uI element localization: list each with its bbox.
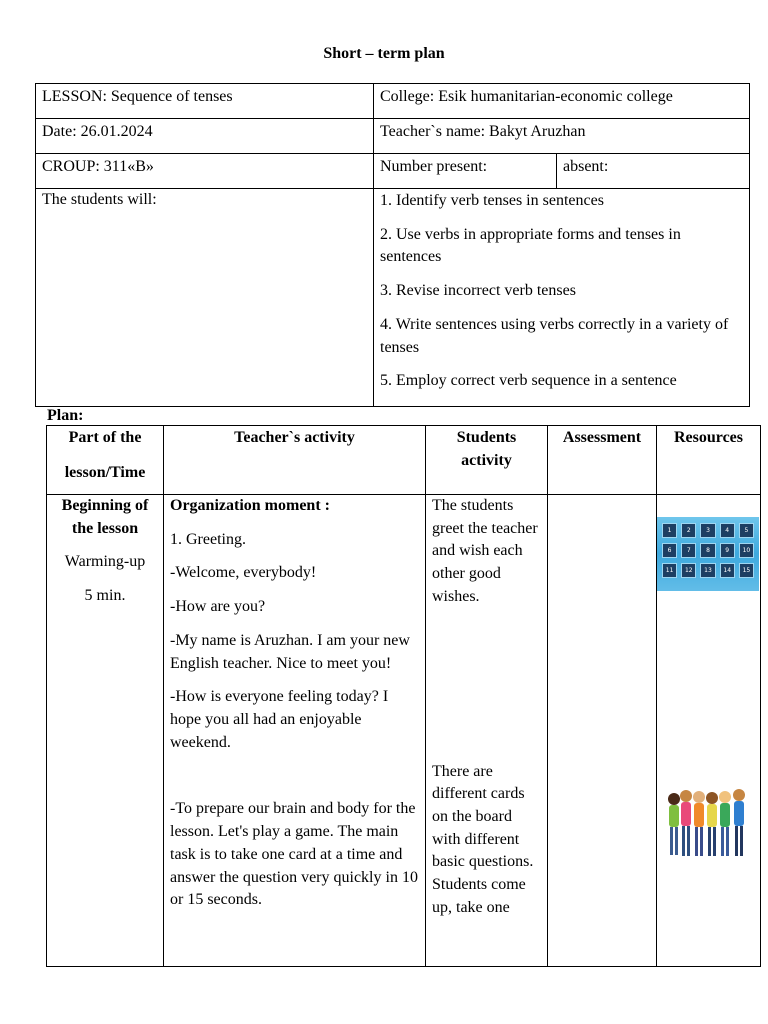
- objective-item: 4. Write sentences using verbs correctly in a variety of tenses: [380, 315, 729, 356]
- child-figure: [693, 791, 705, 856]
- number-card: 8: [700, 543, 715, 558]
- document-title: Short – term plan: [323, 45, 445, 62]
- teacher-line: -My name is Aruzhan. I am your new English teacher. Nice to meet you!: [170, 631, 410, 672]
- header-assessment: [548, 426, 657, 495]
- child-figure: [733, 789, 745, 856]
- lesson-text: LESSON: Sequence of tenses: [42, 88, 233, 105]
- header-part-line2: lesson/Time: [64, 463, 146, 481]
- number-card: 11: [662, 563, 677, 578]
- group-cell: [36, 154, 374, 189]
- header-assessment-text: Assessment: [562, 429, 642, 446]
- teacher-name-text: Teacher`s name: Bakyt Aruzhan: [380, 123, 586, 140]
- lesson-info-table: [35, 83, 750, 407]
- absent-cell: [557, 154, 750, 189]
- objectives-list: [380, 189, 743, 393]
- header-resources: [657, 426, 761, 495]
- part-cell: [47, 495, 164, 967]
- number-card: 2: [681, 523, 696, 538]
- teacher-line: -To prepare our brain and body for the lesson. Let's play a game. The main task is to take one card at a time and answer the question very quickly in 10 or 15 seconds.: [170, 800, 418, 909]
- header-part: [47, 426, 164, 495]
- number-card: 14: [720, 563, 735, 578]
- objectives-cell: [374, 189, 750, 407]
- group-text: CROUP: 311«B»: [42, 158, 154, 175]
- date-text: Date: 26.01.2024: [42, 123, 153, 140]
- lesson-cell: [36, 84, 374, 119]
- objective-item: 1. Identify verb tenses in sentences: [380, 192, 604, 209]
- number-present-cell: [374, 154, 557, 189]
- teacher-activity-cell: [164, 495, 426, 967]
- number-present-text: Number present:: [380, 158, 488, 175]
- number-card: 1: [662, 523, 677, 538]
- header-teacher: [164, 426, 426, 495]
- objective-item: 2. Use verbs in appropriate forms and tenses in sentences: [380, 225, 681, 266]
- part-title: Beginning of the lesson: [61, 497, 149, 537]
- date-cell: [36, 119, 374, 154]
- header-part-line1: Part of the: [68, 429, 142, 446]
- students-text: The students greet the teacher and wish each other good wishes.: [432, 497, 538, 605]
- child-figure: [680, 790, 692, 856]
- number-card: 10: [739, 543, 754, 558]
- child-figure: [706, 792, 718, 856]
- children-line-image: [664, 785, 752, 863]
- plan-table: [46, 425, 761, 967]
- teacher-line: -How are you?: [170, 598, 266, 616]
- header-resources-text: Resources: [673, 429, 744, 446]
- students-will-cell: [36, 189, 374, 407]
- college-cell: [374, 84, 750, 119]
- child-figure: [668, 793, 680, 855]
- part-time: 5 min.: [84, 587, 126, 605]
- part-subtitle: Warming-up: [64, 553, 146, 571]
- college-text: College: Esik humanitarian-economic college: [380, 88, 673, 105]
- objective-item: 3. Revise incorrect verb tenses: [380, 282, 576, 300]
- students-will-text: The students will:: [42, 191, 157, 208]
- number-cards-grid: [662, 523, 754, 578]
- number-card: 7: [681, 543, 696, 558]
- number-card: 4: [720, 523, 735, 538]
- number-card: 12: [681, 563, 696, 578]
- absent-text: absent:: [563, 158, 609, 175]
- child-figure: [719, 791, 731, 856]
- number-card: 15: [739, 563, 754, 578]
- students-activity-cell: [426, 495, 548, 967]
- number-card: 3: [700, 523, 715, 538]
- header-students-text: Students activity: [456, 429, 517, 469]
- teacher-line: -Welcome, everybody!: [170, 564, 317, 582]
- number-card: 5: [739, 523, 754, 538]
- number-cards-board-image: [657, 517, 759, 591]
- teacher-heading: Organization moment :: [170, 497, 330, 514]
- students-text: There are different cards on the board with different basic questions. Students come up, take one: [432, 762, 534, 916]
- objective-item: 5. Employ correct verb sequence in a sentence: [380, 372, 677, 390]
- header-students: [426, 426, 548, 495]
- plan-label: Plan:: [47, 407, 84, 424]
- teacher-name-cell: [374, 119, 750, 154]
- number-card: 13: [700, 563, 715, 578]
- assessment-cell: [548, 495, 657, 967]
- teacher-line: -How is everyone feeling today? I hope you all had an enjoyable weekend.: [170, 688, 389, 751]
- number-card: 9: [720, 543, 735, 558]
- number-card: 6: [662, 543, 677, 558]
- teacher-line: 1. Greeting.: [170, 530, 246, 548]
- header-teacher-text: Teacher`s activity: [234, 429, 355, 446]
